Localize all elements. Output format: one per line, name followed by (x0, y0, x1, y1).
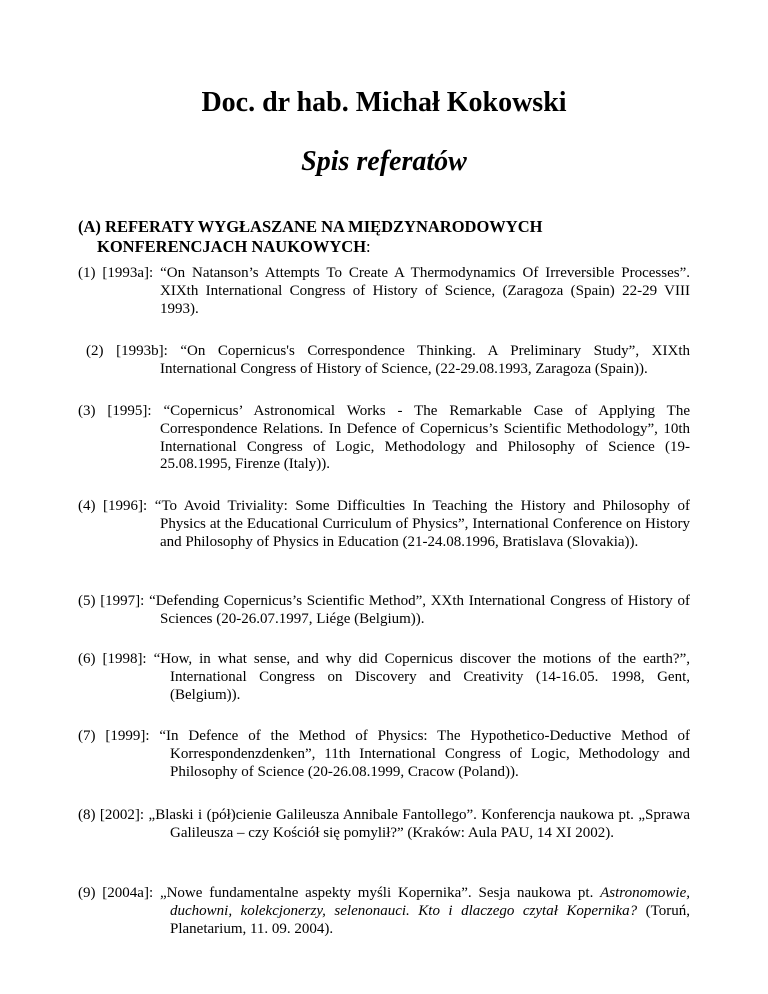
entry-1-label: (1) [1993a]: (78, 265, 154, 281)
entry-6-para (78, 651, 690, 704)
entry-4-text: “To Avoid Triviality: Some Difficulties In Teaching the History and Philosophy of Physics at the Educational Curriculum of Physics”, International Conference on History and Philosophy of Physics in Education (21-24.08.1996, Bratislava (Slovakia)). (154, 498, 690, 550)
entry-9-label: (9) [2004a]: (78, 885, 154, 901)
entry-5-label: (5) [1997]: (78, 593, 145, 609)
entry-2 (86, 343, 690, 379)
entry-1 (78, 265, 690, 318)
entry-2-text: “On Copernicus's Correspondence Thinking. A Preliminary Study”, XIXth International Congress of History of Science, (22-29.08.1993, Zaragoza (Spain)). (160, 343, 691, 377)
entry-6-text: “How, in what sense, and why did Copernicus discover the motions of the earth?”, International Congress on Discovery and Creativity (14-16.05. 1998, Gent, (Belgium)). (153, 651, 690, 703)
entry-4 (78, 498, 690, 551)
entry-9-text-before: „Nowe fundamentalne aspekty myśli Kopernika”. Sesja naukowa pt. (159, 885, 601, 901)
entry-6 (78, 651, 690, 704)
entry-5-text: “Defending Copernicus’s Scientific Method”, XXth International Congress of History of Sciences (20-26.07.1997, Liége (Belgium)). (149, 593, 690, 627)
entry-7-para (78, 728, 690, 781)
entry-7 (78, 728, 690, 781)
entry-7-label: (7) [1999]: (78, 728, 150, 744)
section-a-heading-colon: : (366, 237, 371, 256)
entry-8-text: „Blaski i (pół)cienie Galileusza Annibale Fantollego”. Konferencja naukowa pt. „Sprawa Galileusza – czy Kościół się pomylił?” (Kraków: Aula PAU, 14 XI 2002). (148, 807, 691, 841)
entry-2-para (86, 343, 690, 379)
entry-4-para (78, 498, 690, 551)
section-a-heading-line2 (78, 237, 698, 257)
entry-8-para (78, 807, 690, 843)
entry-6-label: (6) [1998]: (78, 651, 147, 667)
page-title: Doc. dr hab. Michał Kokowski (201, 87, 567, 118)
page-subtitle: Spis referatów (301, 146, 467, 177)
entry-4-label: (4) [1996]: (78, 498, 148, 514)
entry-9 (78, 885, 690, 938)
entry-1-para (78, 265, 690, 318)
section-a-heading-line2-text: KONFERENCJACH NAUKOWYCH (97, 237, 367, 256)
entry-7-text: “In Defence of the Method of Physics: The Hypothetico-Deductive Method of Korrespondenzdenken”, 11th International Congress of Logic, Methodology and Philosophy of Science (20-26.08.1999, Cracow (Poland)). (159, 728, 691, 780)
entry-5-para (78, 593, 690, 629)
entry-3 (78, 403, 690, 474)
entry-5 (78, 593, 690, 629)
entry-9-text-after: (Toruń, Planetarium, 11. 09. 2004). (170, 902, 691, 937)
entry-3-label: (3) [1995]: (78, 403, 152, 419)
section-a-heading-line1: (A) REFERATY WYGŁASZANE NA MIĘDZYNARODOWYCH (78, 217, 543, 236)
entry-3-text: “Copernicus’ Astronomical Works - The Remarkable Case of Applying The Correspondence Relations. In Defence of Copernicus’s Scientific Methodology”, 10th International Congress of Logic, Methodology and Philosophy of Science (19-25.08.1995, Firenze (Italy)). (160, 403, 690, 473)
section-a-heading (78, 217, 698, 257)
entry-1-text: “On Natanson’s Attempts To Create A Thermodynamics Of Irreversible Processes”. XIXth International Congress of History of Science, (Zaragoza (Spain) 22-29 VIII 1993). (160, 265, 691, 317)
entry-9-para (78, 885, 690, 938)
entry-8 (78, 807, 690, 843)
entry-3-para (78, 403, 690, 474)
entry-8-label: (8) [2002]: (78, 807, 145, 823)
entry-2-label: (2) [1993b]: (86, 343, 168, 359)
entry-9-text-italic: Astronomowie, duchowni, kolekcjonerzy, selenonauci. Kto i dlaczego czytał Kopernika? (170, 885, 691, 919)
